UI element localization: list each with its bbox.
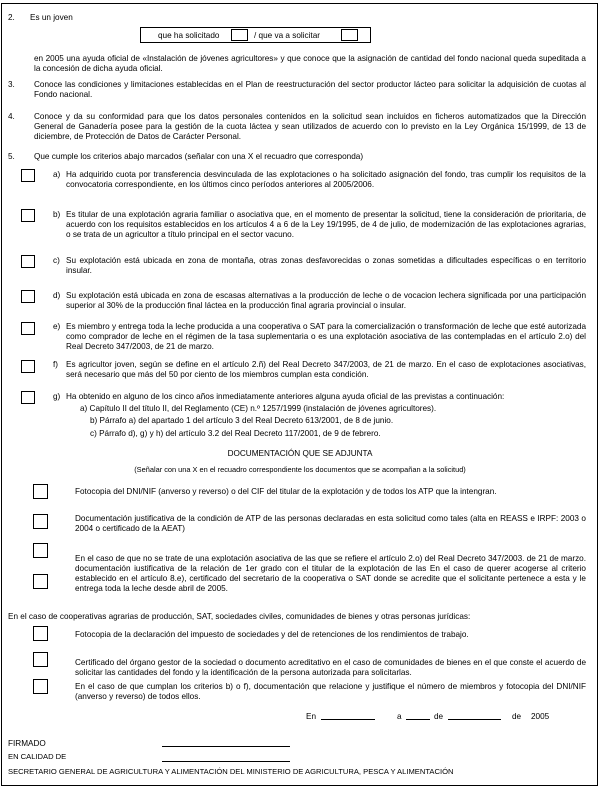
checkbox-solicitado[interactable] <box>231 29 248 41</box>
checkbox-doc-certificado-cooperativa[interactable] <box>33 574 48 589</box>
doc-atp-text: Documentación justificativa de la condición de ATP de las personas declaradas en esta solicitud como tales (alta en REASS e IRPF: 2003 o 2004 o certificado de la AEAT) <box>75 514 586 533</box>
criterion-g-sub-a: a) Capítulo II del título II, del Reglamento (CE) n.º 1257/1999 (instalación de jóvenes agricultores). <box>80 404 437 413</box>
criterion-g-sub-c: c) Párrafo d), g) y h) del artículo 3.2 del Real Decreto 117/2001, de 9 de febrero. <box>90 429 381 438</box>
documentation-heading: DOCUMENTACIÓN QUE SE ADJUNTA <box>227 449 373 458</box>
item-3-text: Conoce las condiciones y limitaciones establecidas en el Plan de reestructuración del sector productor lácteo para solicitar la adquisición de cuotas al Fondo nacional. <box>34 80 586 99</box>
criterion-d-letter: d) <box>53 291 61 300</box>
date-en-label: En <box>306 712 317 721</box>
doc-impuesto-text: Fotocopia de la declaración del impuesto de sociedades y del de retenciones de los rendimientos de trabajo. <box>75 630 469 639</box>
criterion-d-text: Su explotación está ubicada en zona de escasas alternativas a la producción de leche o de vocacion lechera significada por una participación superior al 30% de la producción final láctea en la producción final agraria provincial o insular. <box>66 291 586 310</box>
checkbox-criterion-e[interactable] <box>21 322 35 335</box>
checkbox-criterion-c[interactable] <box>21 255 35 268</box>
checkbox-doc-miembros[interactable] <box>33 679 48 694</box>
date-a-label: a <box>397 712 402 721</box>
criterion-g-text: Ha obtenido en alguno de los cinco años inmediatamente anteriores alguna ayuda oficial de las previstas a continuación: <box>66 392 505 401</box>
criterion-b-letter: b) <box>53 210 61 219</box>
checkbox-criterion-a[interactable] <box>21 169 35 182</box>
criterion-c-letter: c) <box>53 256 60 265</box>
checkbox-va-a-solicitar[interactable] <box>341 29 358 41</box>
date-de2-label: de <box>512 712 522 721</box>
item-2-label: Es un joven <box>30 13 73 22</box>
criterion-e-text: Es miembro y entrega toda la leche producida a una cooperativa o SAT para la comercialización o transformación de leche que esté autorizada como comprador de leche en el régimen de la tasa suplementaria o es una explotación asociativa de las contempladas en el artículo 2.o) del Real Decreto 347/2003, de 21 de marzo. <box>66 322 586 351</box>
date-day-line[interactable] <box>406 719 430 720</box>
criterion-g-letter: g) <box>53 392 61 401</box>
item-4-text: Conoce y da su conformidad para que los datos personales contenidos en la solicitud sean incluidos en ficheros automatizados que la Dirección General de Ganadería posee para la gestión de la cuota láctea y sean utilizados de acuerdo con lo previsto en la Ley Orgánica 15/1999, de 13 de diciembre, de Protección de Datos de Carácter Personal. <box>34 112 586 141</box>
date-place-line[interactable] <box>321 719 375 720</box>
checkbox-doc-atp[interactable] <box>33 514 48 529</box>
date-year: 2005 <box>531 712 550 721</box>
capacity-line[interactable] <box>162 761 290 762</box>
checkbox-criterion-b[interactable] <box>21 209 35 222</box>
criterion-c-text: Su explotación está ubicada en zona de montaña, otras zonas desfavorecidas o zonas sometidas a dificultades específicas o en territorio insular. <box>66 256 586 275</box>
doc-dni-text: Fotocopia del DNI/NIF (anverso y reverso) o del CIF del titular de la explotación y de todos los ATP que la intengran. <box>75 487 497 496</box>
doc-relacion-text: En el caso de que no se trate de una explotación asociativa de las que se refiere el artículo 2.o) del Real Decreto 347/2003. de 21 de marzo. documentación iustificativa de la relación de 1er grado con el titular de la explotación de las En el caso de querer acogerse al criterio establecido en el artículo 8.e), certificado del secretario de la cooperativa o SAT donde se acredite que el solicitante pertenece a esta y le entrega toda la leche desde abril de 2005. <box>75 554 586 593</box>
criterion-f-letter: f) <box>53 360 59 369</box>
cooperativas-intro: En el caso de cooperativas agrarias de producción, SAT, sociedades civiles, comunidades de bienes y otras personas jurídicas: <box>8 612 471 621</box>
doc-certificado-organo-text: Certificado del órgano gestor de la sociedad o documento acreditativo en el caso de comunidades de bienes en el que conste el acuerdo de solicitar las cantidades del fondo y la identificación de la persona autorizada para solicitarlas. <box>75 658 586 677</box>
item-2-number: 2. <box>8 13 15 22</box>
en-calidad-label: EN CALIDAD DE <box>8 752 67 761</box>
signature-line[interactable] <box>162 746 290 747</box>
date-month-line[interactable] <box>448 719 501 720</box>
secretario-general-text: SECRETARIO GENERAL DE AGRICULTURA Y ALIMENTACIÓN DEL MINISTERIO DE AGRICULTURA, PESCA Y ALIMENTACIÓN <box>8 767 454 776</box>
date-de1-label: de <box>434 712 444 721</box>
criterion-a-letter: a) <box>53 170 61 179</box>
checkbox-doc-relacion[interactable] <box>33 543 48 558</box>
checkbox-criterion-d[interactable] <box>21 290 35 303</box>
criterion-f-text: Es agricultor joven, según se define en el artículo 2.ñ) del Real Decreto 347/2003, de 21 de marzo. En el caso de explotaciones asociativas, será necesario que más del 50 por ciento de los miembros cumplan esta condición. <box>66 360 586 379</box>
firmado-label: FIRMADO <box>8 739 46 748</box>
item-4-number: 4. <box>8 112 15 121</box>
checkbox-criterion-g[interactable] <box>21 391 35 404</box>
criterion-g-sub-b: b) Párrafo a) del apartado 1 del artículo 3 del Real Decreto 613/2001, de 8 de junio. <box>90 416 394 425</box>
doc-miembros-text: En el caso de que cumplan los criterios b) o f), documentación que relacione y justifique el número de miembros y fotocopia del DNI/NIF (anverso y reverso) de todos ellos. <box>75 682 586 701</box>
option-solicitado-label: que ha solicitado <box>158 31 220 40</box>
documentation-subheading: (Señalar con una X en el recuadro correspondiente los documentos que se acompañan a la solicitud) <box>134 465 466 474</box>
item-5-number: 5. <box>8 152 15 161</box>
checkbox-criterion-f[interactable] <box>21 360 35 373</box>
checkbox-doc-certificado-organo[interactable] <box>33 652 48 667</box>
item-3-number: 3. <box>8 80 15 89</box>
criterion-a-text: Ha adquirido cuota por transferencia desvinculada de las explotaciones o ha solicitado asignación del fondo, tras cumplir los requisitos de la convocatoria correspondiente, en los últimos cinco períodos anteriores al 2005/2006. <box>66 170 586 189</box>
checkbox-doc-dni[interactable] <box>33 484 48 499</box>
criterion-b-text: Es titular de una explotación agraria familiar o asociativa que, en el momento de presentar la solicitud, tiene la consideración de prioritaria, de acuerdo con los requisitos establecidos en los artículos 4 a 6 de la Ley 19/1995, de 4 de julio, de modernización de las explotaciones agrarias, o se trata de un agricultor a título principal en el sector vacuno. <box>66 210 586 239</box>
checkbox-doc-impuesto-sociedades[interactable] <box>33 626 48 641</box>
criterion-e-letter: e) <box>53 322 61 331</box>
item-5-text: Que cumple los criterios abajo marcados (señalar con una X el recuadro que corresponda) <box>34 152 364 161</box>
item-2-text: en 2005 una ayuda oficial de «Instalación de jóvenes agricultores» y que conoce que la asignación de cantidad del fondo nacional queda supeditada a la concesión de dicha ayuda oficial. <box>34 54 586 73</box>
option-va-a-solicitar-label: / que va a solicitar <box>254 31 320 40</box>
